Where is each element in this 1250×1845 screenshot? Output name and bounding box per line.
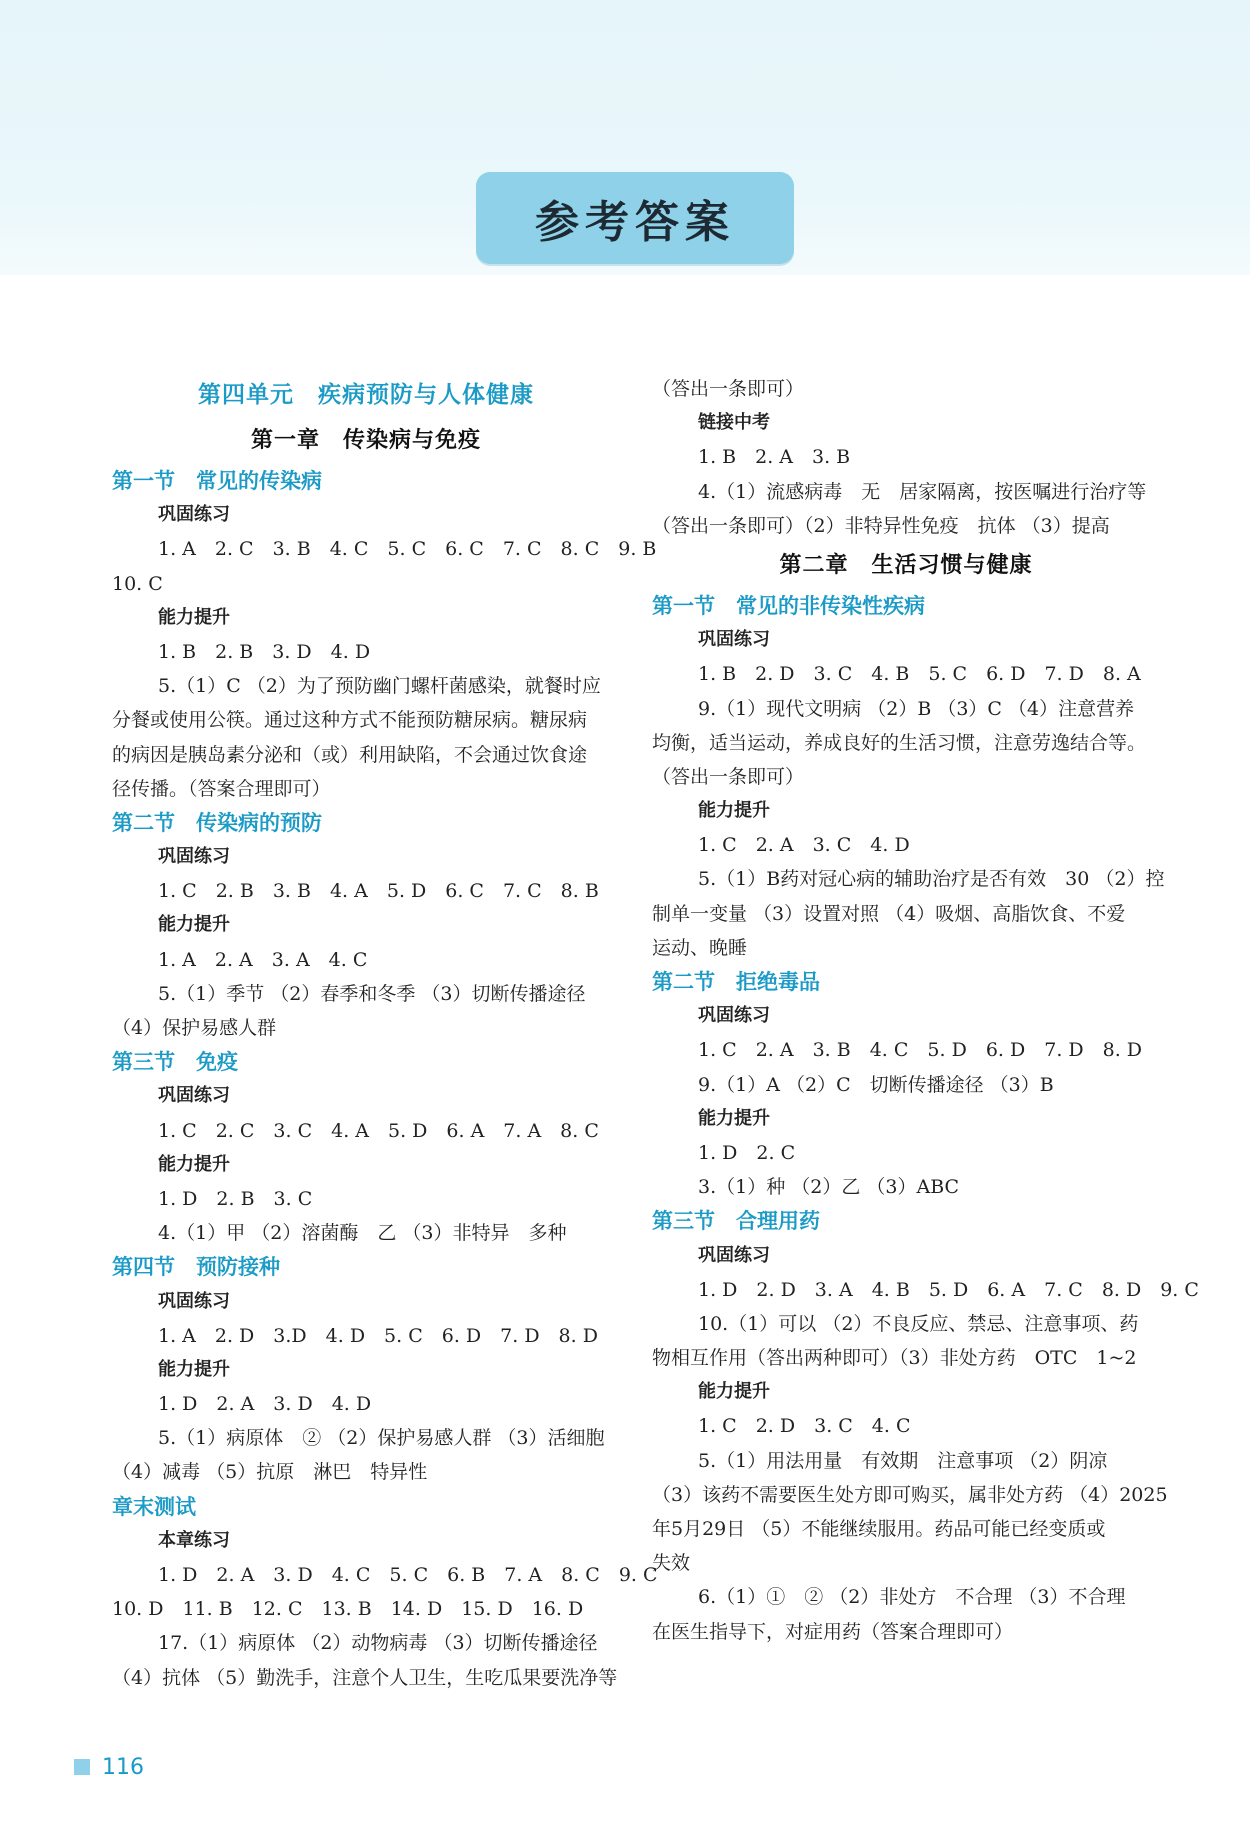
answer-line: 1. D 2. C <box>698 1141 796 1164</box>
subsection-label: 链接中考 <box>698 412 770 434</box>
answer-line: 5.（1）病原体 ② （2）保护易感人群 （3）活细胞 <box>158 1427 605 1450</box>
answer-line: 4.（1）甲 （2）溶菌酶 乙 （3）非特异 多种 <box>158 1222 567 1245</box>
subsection-label: 能力提升 <box>158 606 230 628</box>
answer-line: 1. A 2. D 3.D 4. D 5. C 6. D 7. D 8. D <box>158 1324 598 1347</box>
answer-line: 1. D 2. D 3. A 4. B 5. D 6. A 7. C 8. D 9. C <box>698 1278 1199 1301</box>
subsection-label: 本章练习 <box>158 1529 230 1551</box>
answer-line-cont: 径传播。（答案合理即可） <box>112 777 331 800</box>
section-heading: 章末测试 <box>112 1494 196 1519</box>
answer-line: 5.（1）C （2）为了预防幽门螺杆菌感染，就餐时应 <box>158 675 601 698</box>
subsection-label: 巩固练习 <box>158 1290 230 1312</box>
subsection-label: 能力提升 <box>698 1381 770 1403</box>
answer-line-cont: 运动、晚睡 <box>652 936 748 959</box>
answer-line: 1. D 2. B 3. C <box>158 1187 313 1210</box>
answer-line: 9.（1）现代文明病 （2）B （3）C （4）注意营养 <box>698 697 1135 720</box>
answer-line-cont: 制单一变量 （3）设置对照 （4）吸烟、高脂饮食、不爱 <box>652 902 1126 925</box>
subsection-label: 巩固练习 <box>158 1085 230 1107</box>
section-heading: 第二节 拒绝毒品 <box>652 970 820 994</box>
answer-line: 3.（1）种 （2）乙 （3）ABC <box>698 1176 960 1199</box>
answer-line-cont: （答出一条即可） <box>652 378 805 400</box>
section-heading: 第二节 传染病的预防 <box>112 810 322 835</box>
answer-line: 1. B 2. B 3. D 4. D <box>158 640 371 663</box>
answer-line: 1. A 2. C 3. B 4. C 5. C 6. C 7. C 8. C 9. B <box>158 538 657 561</box>
answer-line: 5.（1）B药对冠心病的辅助治疗是否有效 30 （2）控 <box>698 868 1165 891</box>
title-banner <box>476 172 794 264</box>
answer-line-cont: 在医生指导下，对症用药（答案合理即可） <box>652 1620 1014 1643</box>
answer-line-cont: 物相互作用（答出两种即可）（3）非处方药 OTC 1~2 <box>652 1347 1137 1370</box>
right-column <box>652 372 1199 1649</box>
answer-line-cont: （答出一条即可）（2）非特异性免疫 抗体 （3）提高 <box>652 514 1110 537</box>
answer-line-cont: 均衡，适当运动，养成良好的生活习惯，注意劳逸结合等。 <box>652 731 1147 754</box>
subsection-label: 巩固练习 <box>158 846 230 868</box>
page-number: 116 <box>102 1754 144 1780</box>
section-heading: 第三节 免疫 <box>112 1050 238 1075</box>
answer-line-cont: 年5月29日 （5）不能继续服用。药品可能已经变质或 <box>652 1518 1106 1540</box>
answer-line: 1. B 2. D 3. C 4. B 5. C 6. D 7. D 8. A <box>698 663 1141 686</box>
answer-line: 4.（1）流感病毒 无 居家隔离，按医嘱进行治疗等 <box>698 480 1147 503</box>
left-column <box>112 372 658 1695</box>
answer-line-cont: （4）减毒 （5）抗原 淋巴 特异性 <box>112 1461 428 1484</box>
section-heading: 第一节 常见的传染病 <box>112 469 322 493</box>
answer-line: 6.（1）① ② （2）非处方 不合理 （3）不合理 <box>698 1586 1126 1609</box>
subsection-label: 巩固练习 <box>698 1244 770 1266</box>
answer-line: 1. B 2. A 3. B <box>698 446 851 469</box>
answer-line: 10.（1）可以 （2）不良反应、禁忌、注意事项、药 <box>698 1312 1139 1335</box>
subsection-label: 能力提升 <box>698 800 770 822</box>
section-heading: 第一节 常见的非传染性疾病 <box>652 593 925 618</box>
page-marker-icon <box>74 1759 90 1775</box>
answer-line-cont: （4）抗体 （5）勤洗手，注意个人卫生，生吃瓜果要洗净等 <box>112 1666 618 1689</box>
subsection-label: 巩固练习 <box>698 1005 770 1027</box>
answer-line-cont: 10. D 11. B 12. C 13. B 14. D 15. D 16. D <box>112 1598 584 1621</box>
chapter-heading: 第一章 传染病与免疫 <box>250 428 481 453</box>
answer-line-cont: 失效 <box>652 1552 691 1575</box>
answer-line: 1. C 2. A 3. C 4. D <box>698 834 910 857</box>
answer-line: 1. C 2. A 3. B 4. C 5. D 6. D 7. D 8. D <box>698 1039 1143 1062</box>
section-heading: 第四节 预防接种 <box>112 1255 280 1280</box>
subsection-label: 能力提升 <box>158 914 230 936</box>
answer-line-cont: 的病因是胰岛素分泌和（或）利用缺陷，不会通过饮食途 <box>112 743 588 766</box>
unit-heading: 第四单元 疾病预防与人体健康 <box>198 382 534 408</box>
subsection-label: 能力提升 <box>158 1358 230 1380</box>
answer-line-cont: （4）保护易感人群 <box>112 1017 277 1039</box>
answer-line: 1. D 2. A 3. D 4. D <box>158 1393 372 1416</box>
subsection-label: 能力提升 <box>158 1153 230 1175</box>
answer-line: 9.（1）A （2）C 切断传播途径 （3）B <box>698 1073 1054 1096</box>
subsection-label: 能力提升 <box>698 1107 770 1129</box>
answer-line: 1. D 2. A 3. D 4. C 5. C 6. B 7. A 8. C 9. C <box>158 1564 658 1586</box>
answer-line: 1. C 2. D 3. C 4. C <box>698 1415 911 1438</box>
answer-line: 5.（1）季节 （2）春季和冬季 （3）切断传播途径 <box>158 982 586 1005</box>
answer-line-cont: 分餐或使用公筷。通过这种方式不能预防糖尿病。糖尿病 <box>112 709 588 732</box>
answer-line: 5.（1）用法用量 有效期 注意事项 （2）阴凉 <box>698 1449 1108 1472</box>
subsection-label: 巩固练习 <box>698 629 770 651</box>
subsection-label: 巩固练习 <box>158 504 230 526</box>
chapter-heading: 第二章 生活习惯与健康 <box>779 552 1033 578</box>
answer-line: 1. A 2. A 3. A 4. C <box>158 948 368 971</box>
section-heading: 第三节 合理用药 <box>652 1209 820 1234</box>
answer-line-cont: （3）该药不需要医生处方即可购买，属非处方药 （4）2025 <box>652 1483 1168 1506</box>
page-footer <box>74 1752 144 1782</box>
page-title: 参考答案 <box>535 197 735 248</box>
answer-line: 17.（1）病原体 （2）动物病毒 （3）切断传播途径 <box>158 1632 598 1655</box>
answer-line-cont: （答出一条即可） <box>652 765 805 788</box>
answer-line: 1. C 2. B 3. B 4. A 5. D 6. C 7. C 8. B <box>158 880 599 903</box>
answer-line: 1. C 2. C 3. C 4. A 5. D 6. A 7. A 8. C <box>158 1119 599 1142</box>
answer-line-cont: 10. C <box>112 572 163 595</box>
